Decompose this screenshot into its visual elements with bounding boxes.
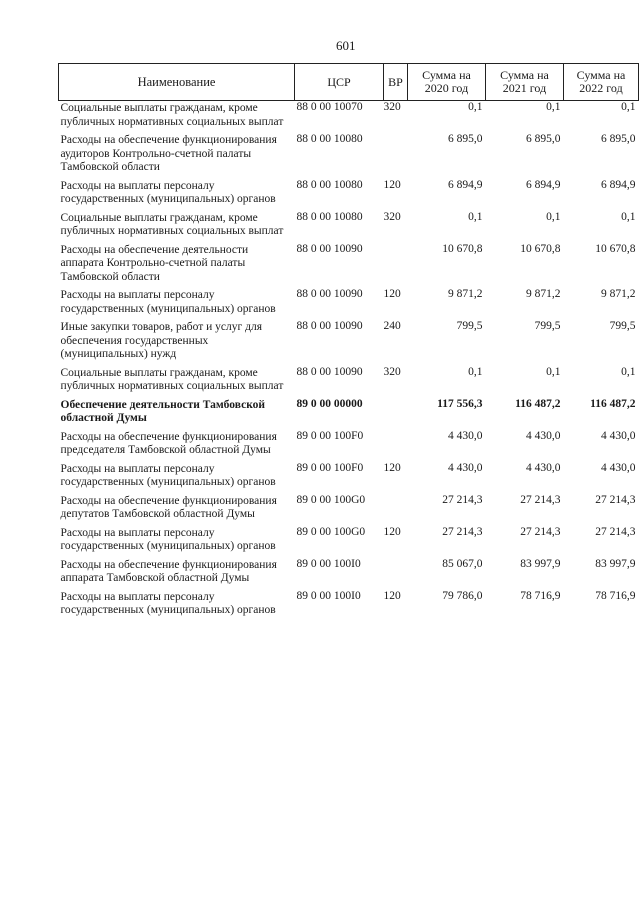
cell-csr: 88 0 00 10080: [296, 210, 363, 223]
cell-vr: 320: [383, 365, 401, 378]
cell-sum-2022: 4 430,0: [601, 429, 636, 442]
cell-sum-2020: 117 556,3: [437, 397, 483, 410]
cell-name: Иные закупки товаров, работ и услуг для обеспечения государственных (муниципальных) нужд: [60, 321, 262, 360]
cell-sum-2021: 799,5: [534, 320, 561, 332]
cell-csr: 89 0 00 100G0: [296, 493, 366, 506]
cell-sum-2021: 9 871,2: [526, 288, 561, 300]
cell-sum-2021: 0,1: [546, 365, 561, 378]
cell-sum-2020: 6 895,0: [448, 133, 483, 145]
cell-vr: 120: [383, 461, 401, 474]
table-row: [59, 133, 639, 179]
table-row: [59, 366, 639, 398]
cell-sum-2020: 0,1: [468, 365, 483, 378]
budget-table: [58, 63, 639, 622]
cell-sum-2020: 27 214,3: [442, 525, 483, 538]
cell-vr: 320: [383, 210, 401, 223]
cell-sum-2022: 6 895,0: [601, 133, 636, 145]
cell-csr: 88 0 00 10090: [296, 288, 363, 300]
cell-sum-2021: 116 487,2: [515, 397, 561, 410]
cell-name: Расходы на выплаты персоналу государственных (муниципальных) органов: [60, 590, 276, 616]
cell-sum-2020: 0,1: [468, 210, 483, 223]
cell-sum-2020: 85 067,0: [442, 557, 483, 570]
cell-sum-2021: 83 997,9: [520, 557, 561, 570]
header-name: Наименование: [59, 64, 295, 101]
table-row: [59, 558, 639, 590]
cell-sum-2021: 6 895,0: [526, 133, 561, 145]
cell-sum-2021: 0,1: [546, 101, 561, 113]
cell-sum-2021: 27 214,3: [520, 493, 561, 506]
page-number: 601: [336, 38, 356, 53]
cell-sum-2022: 116 487,2: [590, 397, 636, 410]
table-row: [59, 320, 639, 366]
cell-name: Расходы на обеспечение функционирования депутатов Тамбовской областной Думы: [60, 494, 277, 520]
cell-sum-2022: 83 997,9: [595, 557, 636, 570]
cell-name: Расходы на обеспечение функционирования председателя Тамбовской областной Думы: [60, 430, 277, 456]
cell-vr: [384, 243, 408, 289]
cell-sum-2020: 27 214,3: [442, 493, 483, 506]
table-row: [59, 430, 639, 462]
cell-csr: 88 0 00 10080: [296, 178, 363, 191]
cell-csr: 88 0 00 10090: [296, 242, 363, 255]
cell-sum-2022: 27 214,3: [595, 493, 636, 506]
table-row: [59, 398, 639, 430]
cell-vr: [384, 398, 408, 430]
table-header: [59, 64, 639, 101]
cell-csr: 88 0 00 10090: [296, 320, 363, 332]
cell-vr: [384, 558, 408, 590]
cell-sum-2022: 6 894,9: [601, 178, 636, 191]
cell-csr: 89 0 00 100I0: [296, 557, 361, 570]
cell-sum-2020: 6 894,9: [448, 178, 483, 191]
cell-sum-2022: 10 670,8: [595, 242, 636, 255]
cell-csr: 88 0 00 10070: [296, 101, 363, 113]
cell-sum-2020: 9 871,2: [448, 288, 483, 300]
cell-sum-2020: 0,1: [468, 101, 483, 113]
cell-sum-2022: 9 871,2: [601, 288, 636, 300]
cell-name: Расходы на выплаты персоналу государственных (муниципальных) органов: [60, 462, 276, 488]
cell-sum-2021: 78 716,9: [520, 589, 561, 602]
table-row: [59, 101, 639, 134]
header-csr: ЦСР: [295, 64, 384, 101]
cell-vr: [384, 133, 408, 179]
cell-vr: [384, 430, 408, 462]
cell-csr: 89 0 00 100G0: [296, 525, 366, 538]
cell-sum-2022: 0,1: [621, 101, 636, 113]
table-row: [59, 494, 639, 526]
cell-csr: 89 0 00 100F0: [296, 461, 364, 474]
table-row: [59, 590, 639, 622]
cell-sum-2022: 0,1: [621, 365, 636, 378]
table-row: [59, 526, 639, 558]
cell-sum-2021: 4 430,0: [526, 461, 561, 474]
cell-sum-2022: 27 214,3: [595, 525, 636, 538]
cell-name: Социальные выплаты гражданам, кроме публичных нормативных социальных выплат: [60, 211, 284, 237]
table-row: [59, 288, 639, 320]
cell-csr: 88 0 00 10090: [296, 365, 363, 378]
cell-name: Обеспечение деятельности Тамбовской областной Думы: [60, 398, 266, 424]
header-vr: ВР: [384, 64, 408, 101]
cell-sum-2020: 4 430,0: [448, 461, 483, 474]
header-sum-2020: Сумма на 2020 год: [408, 64, 486, 101]
cell-vr: [384, 494, 408, 526]
cell-vr: 120: [383, 589, 401, 602]
cell-sum-2021: 27 214,3: [520, 525, 561, 538]
cell-vr: 120: [383, 178, 401, 191]
cell-sum-2021: 4 430,0: [526, 429, 561, 442]
cell-csr: 89 0 00 100F0: [296, 429, 364, 442]
cell-vr: 120: [383, 525, 401, 538]
cell-sum-2022: 4 430,0: [601, 461, 636, 474]
cell-csr: 88 0 00 10080: [296, 133, 363, 145]
cell-csr: 89 0 00 00000: [296, 397, 363, 410]
cell-sum-2020: 10 670,8: [442, 242, 483, 255]
cell-sum-2021: 6 894,9: [526, 178, 561, 191]
table-row: [59, 179, 639, 211]
cell-sum-2021: 0,1: [546, 210, 561, 223]
cell-sum-2020: 79 786,0: [442, 589, 483, 602]
cell-name: Расходы на обеспечение деятельности аппарата Контрольно-счетной палаты Тамбовской области: [60, 243, 249, 283]
cell-sum-2022: 0,1: [621, 210, 636, 223]
cell-sum-2021: 10 670,8: [520, 242, 561, 255]
cell-sum-2022: 799,5: [609, 320, 636, 332]
cell-sum-2020: 799,5: [456, 320, 483, 332]
cell-vr: 120: [383, 288, 401, 300]
cell-sum-2022: 78 716,9: [595, 589, 636, 602]
cell-name: Расходы на выплаты персоналу государственных (муниципальных) органов: [60, 289, 276, 315]
cell-vr: 240: [383, 320, 401, 332]
table-row: [59, 243, 639, 289]
table-body: [59, 101, 639, 622]
cell-name: Расходы на обеспечение функционирования аудиторов Контрольно-счетной палаты Тамбовской области: [60, 134, 277, 173]
cell-name: Расходы на выплаты персоналу государственных (муниципальных) органов: [60, 179, 276, 205]
table-row: [59, 211, 639, 243]
cell-name: Социальные выплаты гражданам, кроме публичных нормативных социальных выплат: [60, 102, 284, 128]
header-sum-2021: Сумма на 2021 год: [486, 64, 564, 101]
cell-name: Расходы на обеспечение функционирования аппарата Тамбовской областной Думы: [60, 558, 277, 584]
table-row: [59, 462, 639, 494]
cell-name: Социальные выплаты гражданам, кроме публичных нормативных социальных выплат: [60, 366, 284, 392]
cell-name: Расходы на выплаты персоналу государственных (муниципальных) органов: [60, 526, 276, 552]
cell-sum-2020: 4 430,0: [448, 429, 483, 442]
cell-csr: 89 0 00 100I0: [296, 589, 361, 602]
cell-vr: 320: [383, 101, 401, 113]
header-sum-2022: Сумма на 2022 год: [564, 64, 639, 101]
